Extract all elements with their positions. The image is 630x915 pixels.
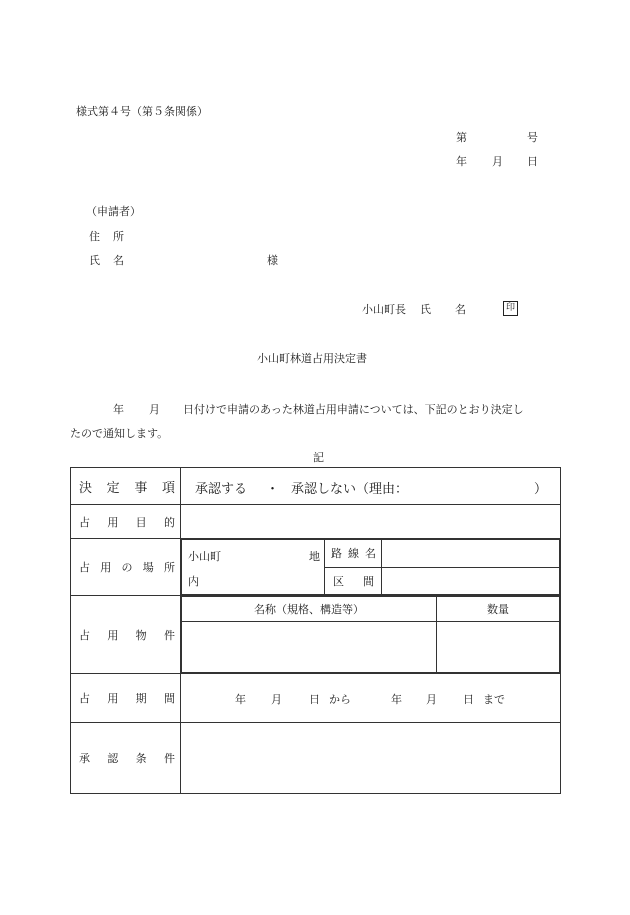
label-char: 認 [107,752,119,765]
seal-mark [503,300,518,316]
decision-value-cell [181,468,561,505]
date-day: 日 [527,155,538,168]
document-title: 小山町林道占用決定書 [257,352,367,365]
date-month: 月 [492,155,503,168]
object-qty-field[interactable] [437,622,560,673]
route-name-label-cell [325,540,382,568]
body-month: 月 [149,403,160,416]
period-year1: 年 [235,693,246,706]
label-char: 件 [163,752,175,765]
row-place [71,539,561,596]
ki-label: 記 [313,451,324,464]
label-char: 用 [107,692,119,705]
doc-number-dai: 第 [456,131,467,144]
decision-table [70,467,561,794]
body-line2: たので通知します。 [70,427,169,440]
label-char: 場 [142,561,154,574]
label-char: 名 [365,547,376,561]
conditions-label [71,750,181,766]
section-field[interactable] [382,567,560,595]
period-month2: 月 [426,693,437,706]
place-inner-table [181,539,560,595]
date-year: 年 [456,155,467,168]
conditions-value-field[interactable] [181,723,561,794]
section-label-cell [325,567,382,595]
label-char: 用 [100,561,112,574]
label-char: 用 [107,515,119,529]
row-objects [71,596,561,674]
label-char: 区 [333,574,344,588]
label-char: 占 [79,561,90,574]
period-label-cell [71,674,181,723]
object-name-field[interactable] [182,622,437,673]
form-number: 様式第４号（第５条関係） [76,105,208,118]
name-label-2: 名 [113,254,124,267]
address-label-2: 所 [113,230,124,243]
label-char: 的 [163,515,175,529]
issuer-name-1: 氏 [420,303,431,316]
place-location-field[interactable] [182,540,325,595]
row-purpose [71,505,561,539]
label-char: 項 [161,480,175,496]
object-name-header: 名称（規格、構造等） [182,597,437,622]
place-value-cell [181,539,561,596]
row-period [71,674,561,723]
decision-label-cell [71,468,181,505]
label-char: 路 [331,547,342,561]
decision-label [71,477,181,496]
label-char: 件 [163,628,175,642]
applicant-header: （申請者） [86,205,141,218]
purpose-value-field[interactable] [181,505,561,539]
issuer-title: 小山町長 [362,303,406,316]
label-char: 占 [79,692,90,705]
label-char: 事 [134,480,148,496]
label-char: 定 [106,480,120,496]
body-line1: 日付けで申請のあった林道占用申請については、下記のとおり決定し [183,403,524,416]
label-char: 占 [79,515,90,529]
approve-option[interactable]: 承認する [195,482,248,497]
row-decision [71,468,561,505]
place-label-cell [71,539,181,596]
label-char: 物 [135,628,147,642]
objects-label [71,627,181,643]
label-char: 占 [79,628,90,642]
period-made: まで [483,693,505,706]
label-char: 目 [135,515,147,529]
period-day2: 日 [463,693,474,706]
label-char: 間 [363,574,374,588]
objects-inner-table [181,596,560,673]
label-char: 用 [107,628,119,642]
name-label-1: 氏 [89,254,100,267]
body-year: 年 [113,403,124,416]
row-conditions [71,723,561,794]
label-char: 線 [348,547,359,561]
purpose-label-cell [71,505,181,539]
label-char: 所 [164,561,175,574]
purpose-label [71,514,181,530]
label-char: 承 [79,752,90,765]
period-value-field[interactable] [181,674,561,723]
route-name-label [325,545,382,561]
period-year2: 年 [391,693,402,706]
issuer-name-2: 名 [455,303,466,316]
doc-number-go: 号 [527,131,538,144]
label-char: 間 [163,692,175,705]
reason-close-paren: ） [534,482,548,497]
object-qty-header: 数量 [437,597,560,622]
honorific-sama: 様 [267,254,278,267]
place-chi: 地 [309,550,320,563]
seal-icon: 印 [503,301,518,316]
objects-value-cell [181,596,561,674]
place-nai: 内 [188,575,199,588]
label-char: 条 [135,752,147,765]
route-name-field[interactable] [382,540,560,568]
period-day1: 日 [309,693,320,706]
label-char: 決 [79,480,93,496]
period-label [71,690,181,706]
period-kara: から [329,693,351,706]
label-char: 期 [135,692,147,705]
label-char: の [121,561,133,574]
separator-dot: ・ [266,482,280,497]
section-label [325,573,382,589]
conditions-label-cell [71,723,181,794]
address-label-1: 住 [89,230,100,243]
place-label [71,559,181,575]
period-month1: 月 [271,693,282,706]
objects-label-cell [71,596,181,674]
place-town: 小山町 [188,550,221,563]
disapprove-option[interactable]: 承認しない（理由： [291,482,409,497]
